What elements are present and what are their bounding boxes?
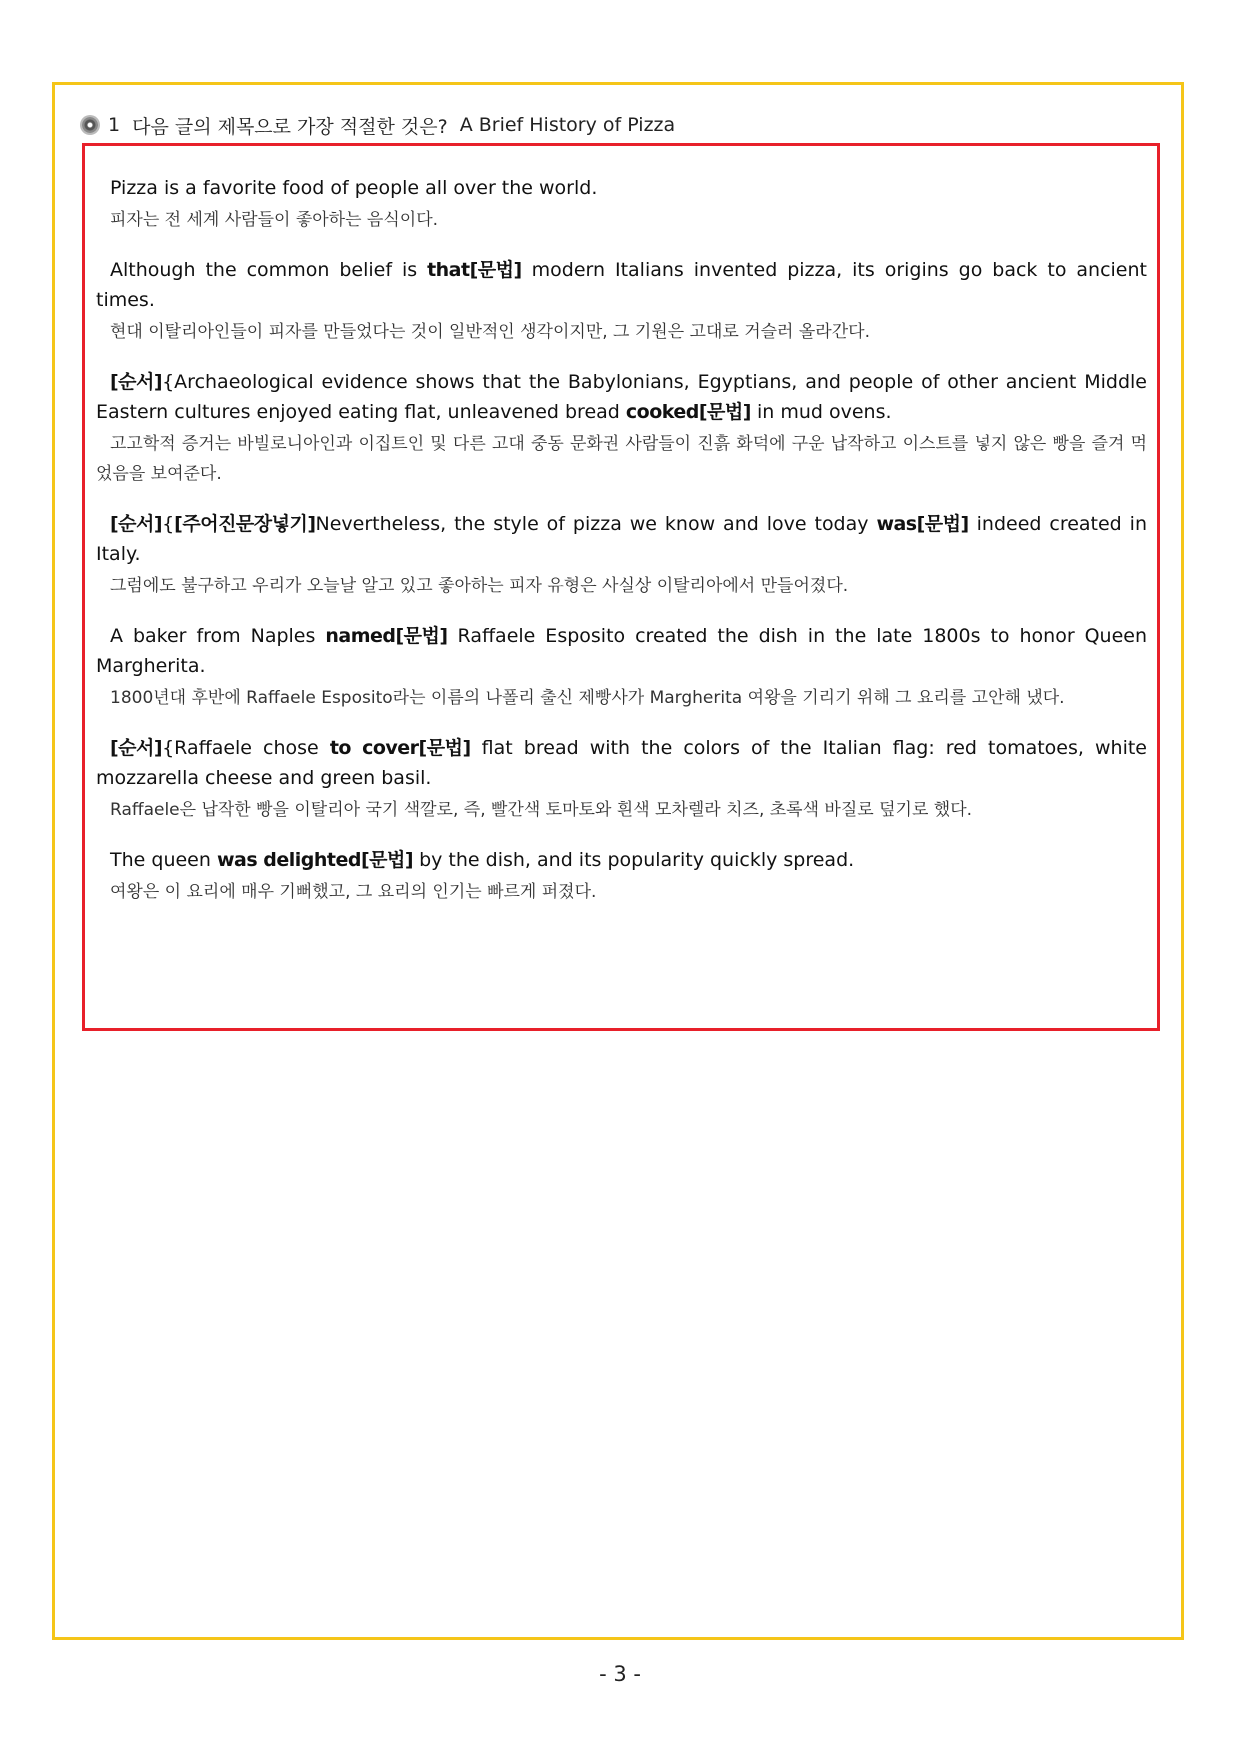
brace: { [162, 737, 175, 759]
passage-box [82, 143, 1160, 1031]
question-number: 1 [108, 114, 121, 136]
sentence-text: flat bread with the colors of the Italian flag: red tomatoes, white mozzarella cheese and green basil. [96, 737, 1147, 789]
paragraph-5 [96, 621, 1147, 713]
sentence-ko: 그럼에도 불구하고 우리가 오늘날 알고 있고 좋아하는 피자 유형은 사실상 이탈리아에서 만들어졌다. [110, 576, 849, 596]
grammar-word: was [876, 513, 917, 535]
sentence-text: in mud ovens. [750, 401, 892, 423]
grammar-tag: [문법] [360, 849, 414, 871]
order-tag: [순서] [110, 371, 163, 393]
sentence-ko: Raffaele은 납작한 빵을 이탈리아 국기 색깔로, 즉, 빨간색 토마토와 흰색 모차렐라 치즈, 초록색 바질로 덮기로 했다. [110, 800, 973, 820]
sentence-ko: 현대 이탈리아인들이 피자를 만들었다는 것이 일반적인 생각이지만, 그 기원은 고대로 거슬러 올라간다. [110, 322, 870, 342]
paragraph-7 [96, 845, 1147, 907]
paragraph-2 [96, 255, 1147, 347]
sentence-text: A baker from Naples [110, 625, 326, 647]
sentence-text: Raffaele Esposito created the dish in the late 1800s to honor Queen Margherita. [96, 625, 1148, 677]
grammar-word: was delighted [216, 849, 361, 871]
grammar-word: named [325, 625, 396, 647]
brace: { [162, 513, 175, 535]
paragraph-3 [96, 367, 1147, 489]
sentence-en [96, 367, 1147, 427]
sentence-en [96, 845, 1147, 875]
sentence-text: Nevertheless, the style of pizza we know and love today [315, 513, 877, 535]
paragraph-1 [96, 173, 1147, 235]
sentence-en [96, 509, 1147, 569]
sentence-ko: 피자는 전 세계 사람들이 좋아하는 음식이다. [110, 210, 439, 230]
grammar-tag: [문법] [698, 401, 751, 423]
sentence-text: Pizza is a favorite food of people all over the world. [110, 177, 598, 199]
sentence-text: Raffaele chose [174, 737, 330, 759]
order-tag: [순서] [110, 737, 163, 759]
sentence-ko: 1800년대 후반에 Raffaele Esposito라는 이름의 나폴리 출신 제빵사가 Margherita 여왕을 기리기 위해 그 요리를 고안해 냈다. [110, 688, 1065, 708]
sentence-en [96, 733, 1147, 793]
sentence-ko: 여왕은 이 요리에 매우 기뻐했고, 그 요리의 인기는 빠르게 퍼졌다. [110, 882, 597, 902]
sentence-text: by the dish, and its popularity quickly spread. [413, 849, 855, 871]
sentence-en [96, 173, 1147, 203]
paragraph-6 [96, 733, 1147, 825]
gear-icon [82, 117, 98, 133]
insert-sentence-tag: [주어진문장넣기] [174, 513, 316, 535]
sentence-en [96, 621, 1147, 681]
sentence-text: indeed created in Italy. [96, 513, 1147, 565]
question-title [82, 110, 675, 140]
grammar-tag: [문법] [395, 625, 448, 647]
page-number: - 3 - [599, 1662, 641, 1686]
order-tag: [순서] [110, 513, 163, 535]
grammar-word: that [427, 259, 470, 281]
grammar-tag: [문법] [916, 513, 969, 535]
sentence-text: Archaeological evidence shows that the Babylonians, Egyptians, and people of other ancient Middle Eastern cultures enjoyed eating flat, unleavened bread [96, 371, 1147, 423]
grammar-word: to cover [329, 737, 419, 759]
sentence-ko: 고고학적 증거는 바빌로니아인과 이집트인 및 다른 고대 중동 문화권 사람들이 진흙 화덕에 구운 납작하고 이스트를 넣지 않은 빵을 즐겨 먹었음을 보여준다. [96, 434, 1147, 484]
question-prompt: 다음 글의 제목으로 가장 적절한 것은? [132, 115, 448, 138]
sentence-text: Although the common belief is [110, 259, 428, 281]
brace: { [162, 371, 175, 393]
paragraph-4 [96, 509, 1147, 601]
sentence-text: The queen [110, 849, 217, 871]
sentence-text: modern Italians invented pizza, its origins go back to ancient times. [96, 259, 1147, 311]
grammar-tag: [문법] [418, 737, 471, 759]
grammar-tag: [문법] [469, 259, 522, 281]
question-answer-title: A Brief History of Pizza [459, 114, 676, 136]
grammar-word: cooked [625, 401, 699, 423]
sentence-en [96, 255, 1147, 315]
